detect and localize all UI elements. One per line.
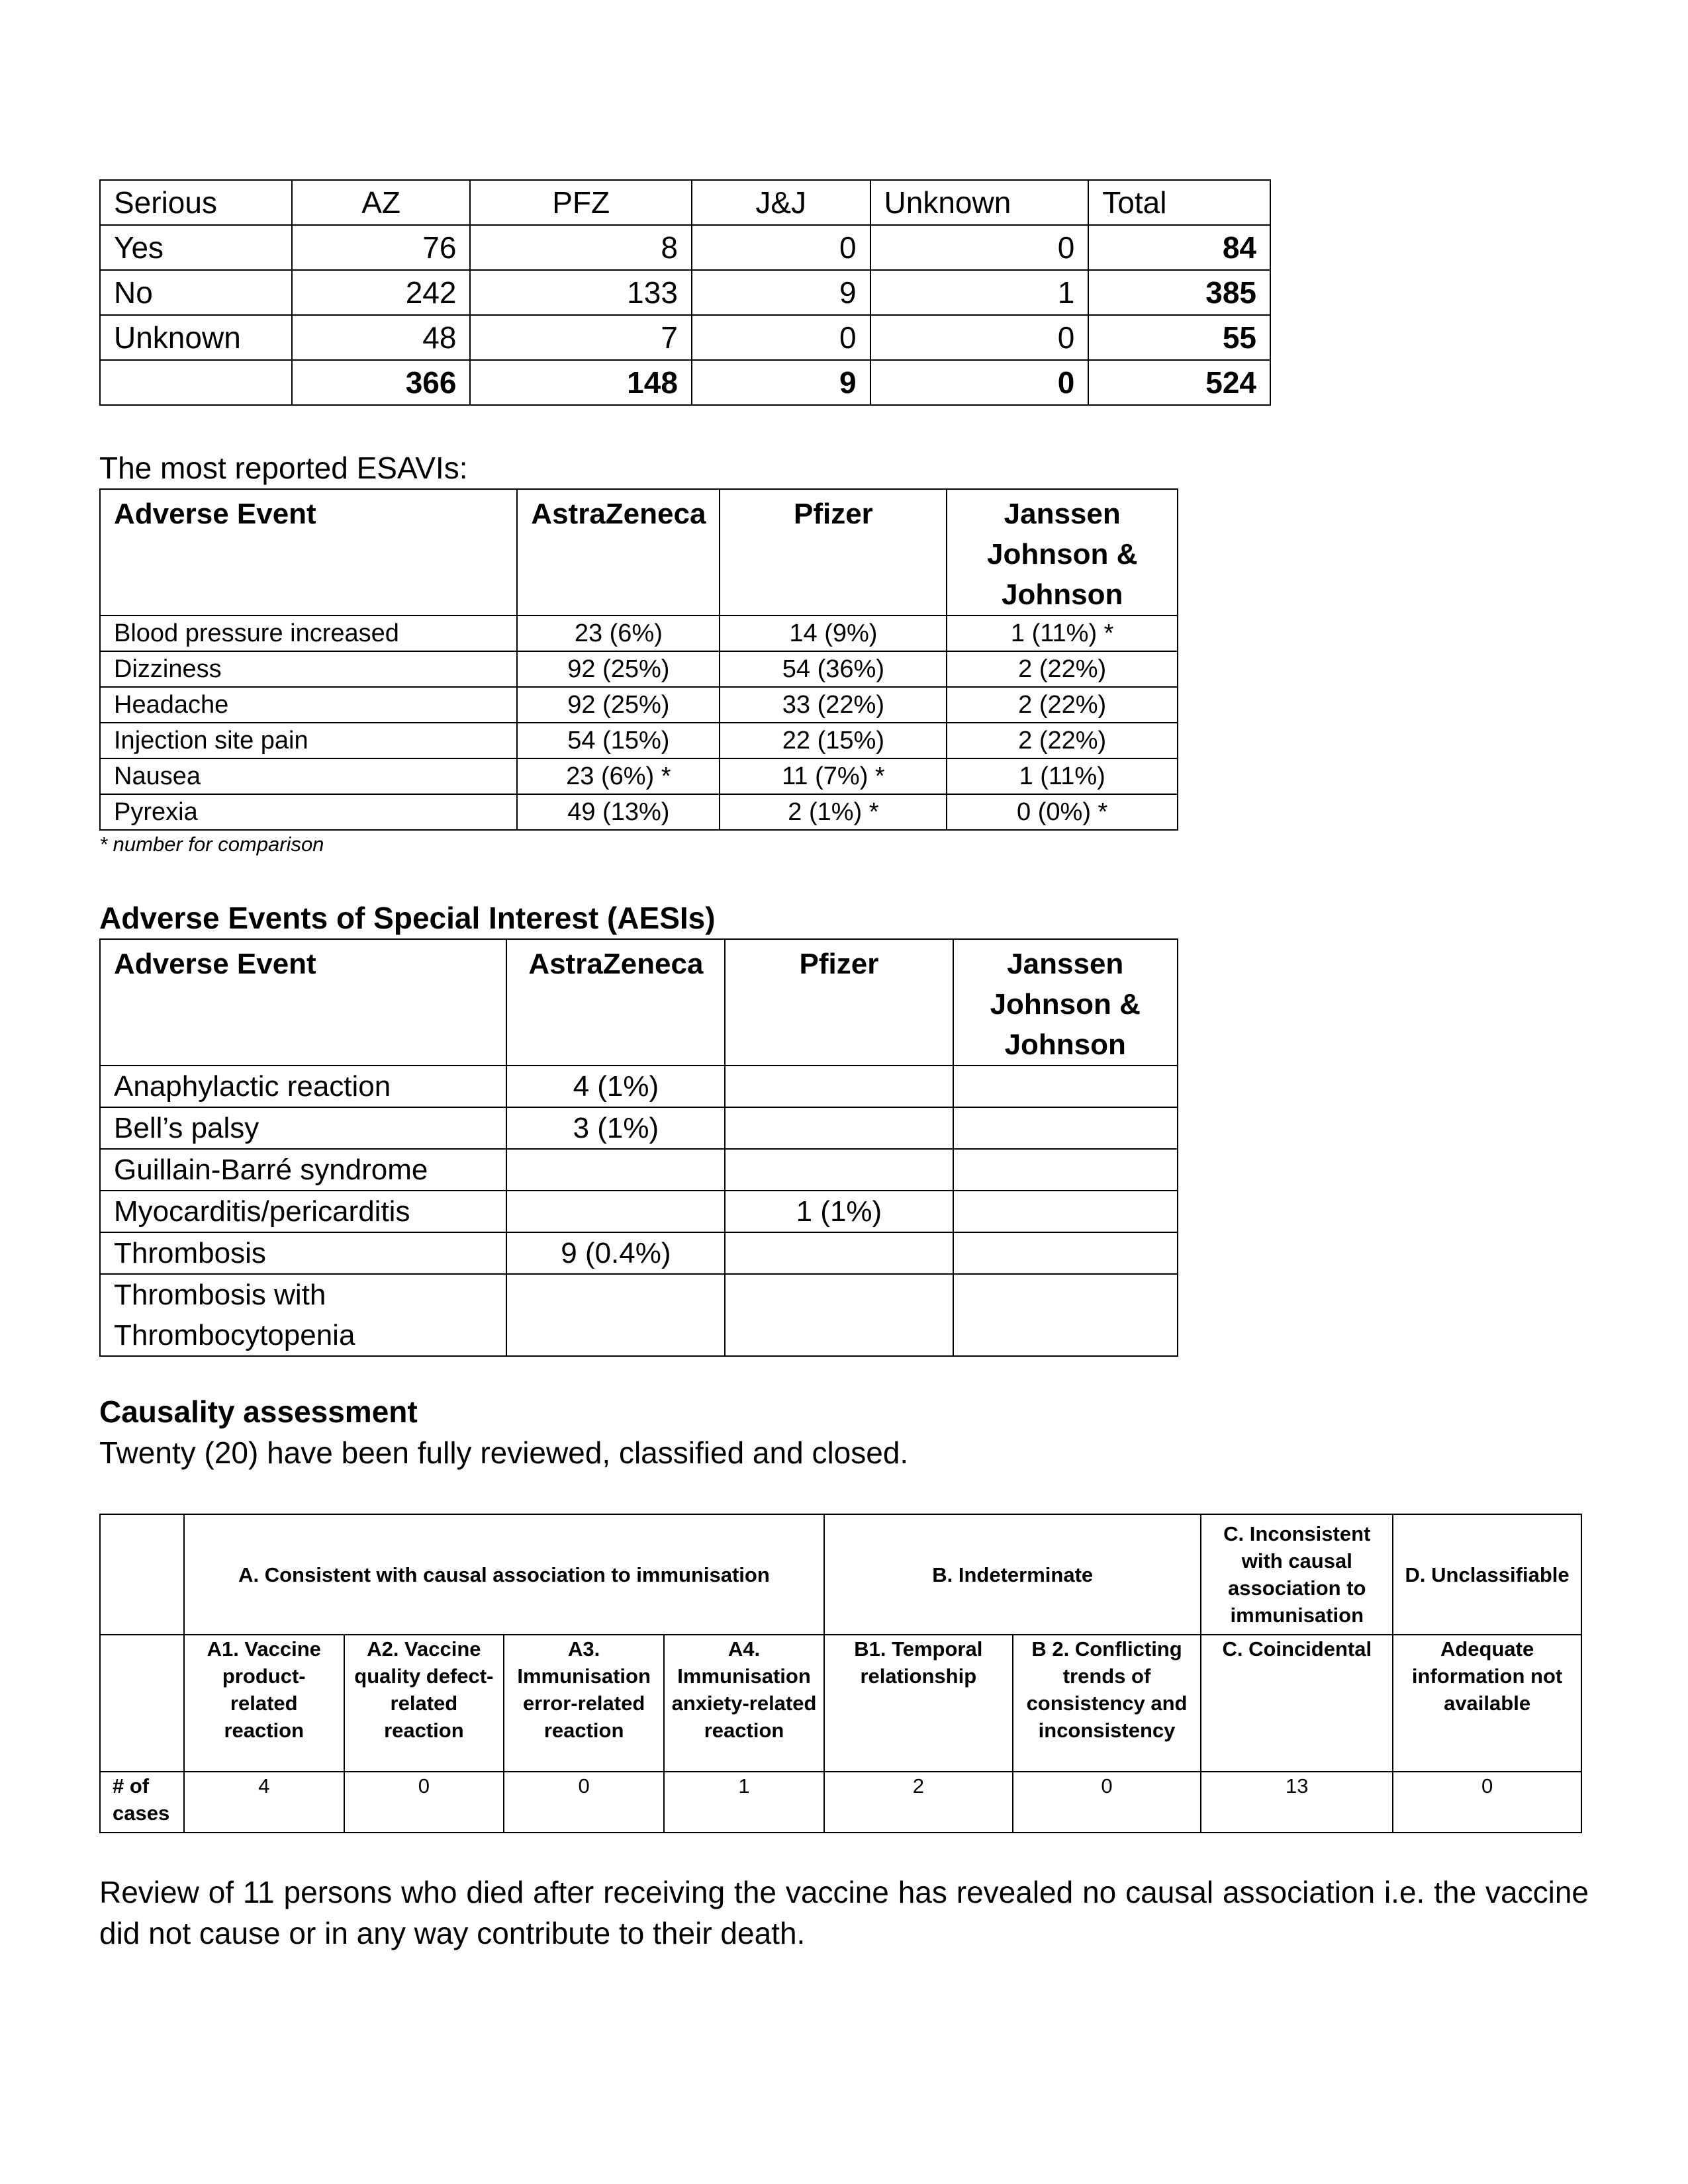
subheader-cell: A1. Vaccine product-related reaction [184,1635,344,1772]
table-row [100,1232,1178,1274]
cell: 48 [292,315,471,360]
cell: 1 (11%) * [947,615,1178,651]
header-cell: AZ [292,180,471,225]
cell: 54 (36%) [720,651,947,687]
event-cell: Blood pressure increased [100,615,517,651]
total-cell: 9 [692,360,870,405]
cell: 4 [184,1772,344,1833]
cell [953,1066,1178,1107]
serious-table [99,179,1271,406]
cell: 0 [870,315,1089,360]
header-cell: AstraZeneca [506,939,725,1066]
table-row [100,758,1178,794]
cell: 33 (22%) [720,687,947,723]
cell: 242 [292,270,471,315]
table-header-row [100,180,1270,225]
cell: 92 (25%) [517,651,720,687]
table-row [100,651,1178,687]
cell: 7 [470,315,691,360]
cell: 23 (6%) [517,615,720,651]
event-cell: Dizziness [100,651,517,687]
cell: 0 [504,1772,664,1833]
empty-cell [100,1514,184,1635]
comparison-note: * number for comparison [99,833,324,856]
causality-table [99,1514,1582,1833]
cell [506,1274,725,1356]
empty-cell [100,1635,184,1772]
total-cell: 84 [1088,225,1270,270]
aesi-table [99,938,1178,1357]
table-row [100,1149,1178,1191]
event-cell: Bell’s palsy [100,1107,506,1149]
cell [506,1191,725,1232]
cell: 0 [692,315,870,360]
causality-title: Causality assessment [99,1394,418,1429]
event-cell: Anaphylactic reaction [100,1066,506,1107]
event-cell: Nausea [100,758,517,794]
total-cell: 55 [1088,315,1270,360]
cell: 2 (22%) [947,651,1178,687]
cell: 133 [470,270,691,315]
subheader-cell: B 2. Conflicting trends of consistency and inconsistency [1013,1635,1201,1772]
event-cell: Injection site pain [100,723,517,758]
table-row [100,1107,1178,1149]
cell [725,1107,953,1149]
cell: 49 (13%) [517,794,720,830]
cell: 0 [344,1772,504,1833]
cell: 0 [870,225,1089,270]
cell [953,1107,1178,1149]
conclusion-paragraph: Review of 11 persons who died after receiving the vaccine has revealed no causal association i.e. the vaccine did not cause or in any way contribute to their death. [99,1875,1589,1950]
cell: 13 [1201,1772,1393,1833]
subheader-row [100,1635,1581,1772]
event-cell: Pyrexia [100,794,517,830]
cell: 0 [1393,1772,1581,1833]
aesi-caption: Adverse Events of Special Interest (AESIs) [99,901,716,935]
table-header-row [100,489,1178,615]
cell [953,1232,1178,1274]
total-cell: 385 [1088,270,1270,315]
cell: 4 (1%) [506,1066,725,1107]
cell: 9 [692,270,870,315]
header-cell: Janssen Johnson & Johnson [947,489,1178,615]
totals-row [100,360,1270,405]
cell [725,1066,953,1107]
cell [506,1149,725,1191]
row-label: Yes [100,225,292,270]
event-cell: Myocarditis/pericarditis [100,1191,506,1232]
table-row [100,794,1178,830]
cell: 0 [1013,1772,1201,1833]
table-row [100,315,1270,360]
cell: 2 (22%) [947,723,1178,758]
cell [953,1191,1178,1232]
table-row [100,270,1270,315]
table-row [100,1274,1178,1356]
row-label: Unknown [100,315,292,360]
cell [725,1149,953,1191]
group-a-header: A. Consistent with causal association to immunisation [184,1514,824,1635]
total-cell: 366 [292,360,471,405]
subheader-cell: A4. Immunisation anxiety-related reaction [664,1635,824,1772]
cell: 1 [664,1772,824,1833]
cell: 9 (0.4%) [506,1232,725,1274]
causality-text: Twenty (20) have been fully reviewed, classified and closed. [99,1435,909,1470]
table-header-row [100,939,1178,1066]
group-c-header: C. Inconsistent with causal association to immunisation [1201,1514,1393,1635]
event-cell: Thrombosis [100,1232,506,1274]
table-row [100,1066,1178,1107]
esavi-caption: The most reported ESAVIs: [99,451,468,485]
header-cell: PFZ [470,180,691,225]
esavi-table [99,488,1178,831]
event-cell: Thrombosis with Thrombocytopenia [100,1274,506,1356]
subheader-cell: Adequate information not available [1393,1635,1581,1772]
table-row [100,687,1178,723]
table-row [100,723,1178,758]
header-cell: Pfizer [725,939,953,1066]
cell: 8 [470,225,691,270]
total-cell: 524 [1088,360,1270,405]
header-cell: Unknown [870,180,1089,225]
cell [953,1149,1178,1191]
cell: 1 [870,270,1089,315]
cell: 0 [692,225,870,270]
total-cell: 148 [470,360,691,405]
cell: 0 (0%) * [947,794,1178,830]
table-row [100,615,1178,651]
header-cell: Serious [100,180,292,225]
header-cell: Adverse Event [100,489,517,615]
cell: 2 (1%) * [720,794,947,830]
group-header-row [100,1514,1581,1635]
cell [725,1232,953,1274]
table-row [100,1191,1178,1232]
header-cell: Adverse Event [100,939,506,1066]
event-cell: Guillain-Barré syndrome [100,1149,506,1191]
cell: 22 (15%) [720,723,947,758]
header-cell: Total [1088,180,1270,225]
cell: 54 (15%) [517,723,720,758]
row-label: # of cases [100,1772,184,1833]
cell: 1 (11%) [947,758,1178,794]
cell [725,1274,953,1356]
group-b-header: B. Indeterminate [824,1514,1201,1635]
cell [953,1274,1178,1356]
total-cell: 0 [870,360,1089,405]
header-cell: Pfizer [720,489,947,615]
cell: 2 [824,1772,1013,1833]
cell: 1 (1%) [725,1191,953,1232]
subheader-cell: A2. Vaccine quality defect-related reaction [344,1635,504,1772]
header-cell: J&J [692,180,870,225]
cases-row [100,1772,1581,1833]
header-cell: AstraZeneca [517,489,720,615]
subheader-cell: A3. Immunisation error-related reaction [504,1635,664,1772]
row-label [100,360,292,405]
cell: 3 (1%) [506,1107,725,1149]
cell: 23 (6%) * [517,758,720,794]
subheader-cell: C. Coincidental [1201,1635,1393,1772]
cell: 76 [292,225,471,270]
header-cell: Janssen Johnson & Johnson [953,939,1178,1066]
row-label: No [100,270,292,315]
subheader-cell: B1. Temporal relationship [824,1635,1013,1772]
cell: 2 (22%) [947,687,1178,723]
event-cell: Headache [100,687,517,723]
cell: 14 (9%) [720,615,947,651]
cell: 92 (25%) [517,687,720,723]
group-d-header: D. Unclassifiable [1393,1514,1581,1635]
table-row [100,225,1270,270]
cell: 11 (7%) * [720,758,947,794]
